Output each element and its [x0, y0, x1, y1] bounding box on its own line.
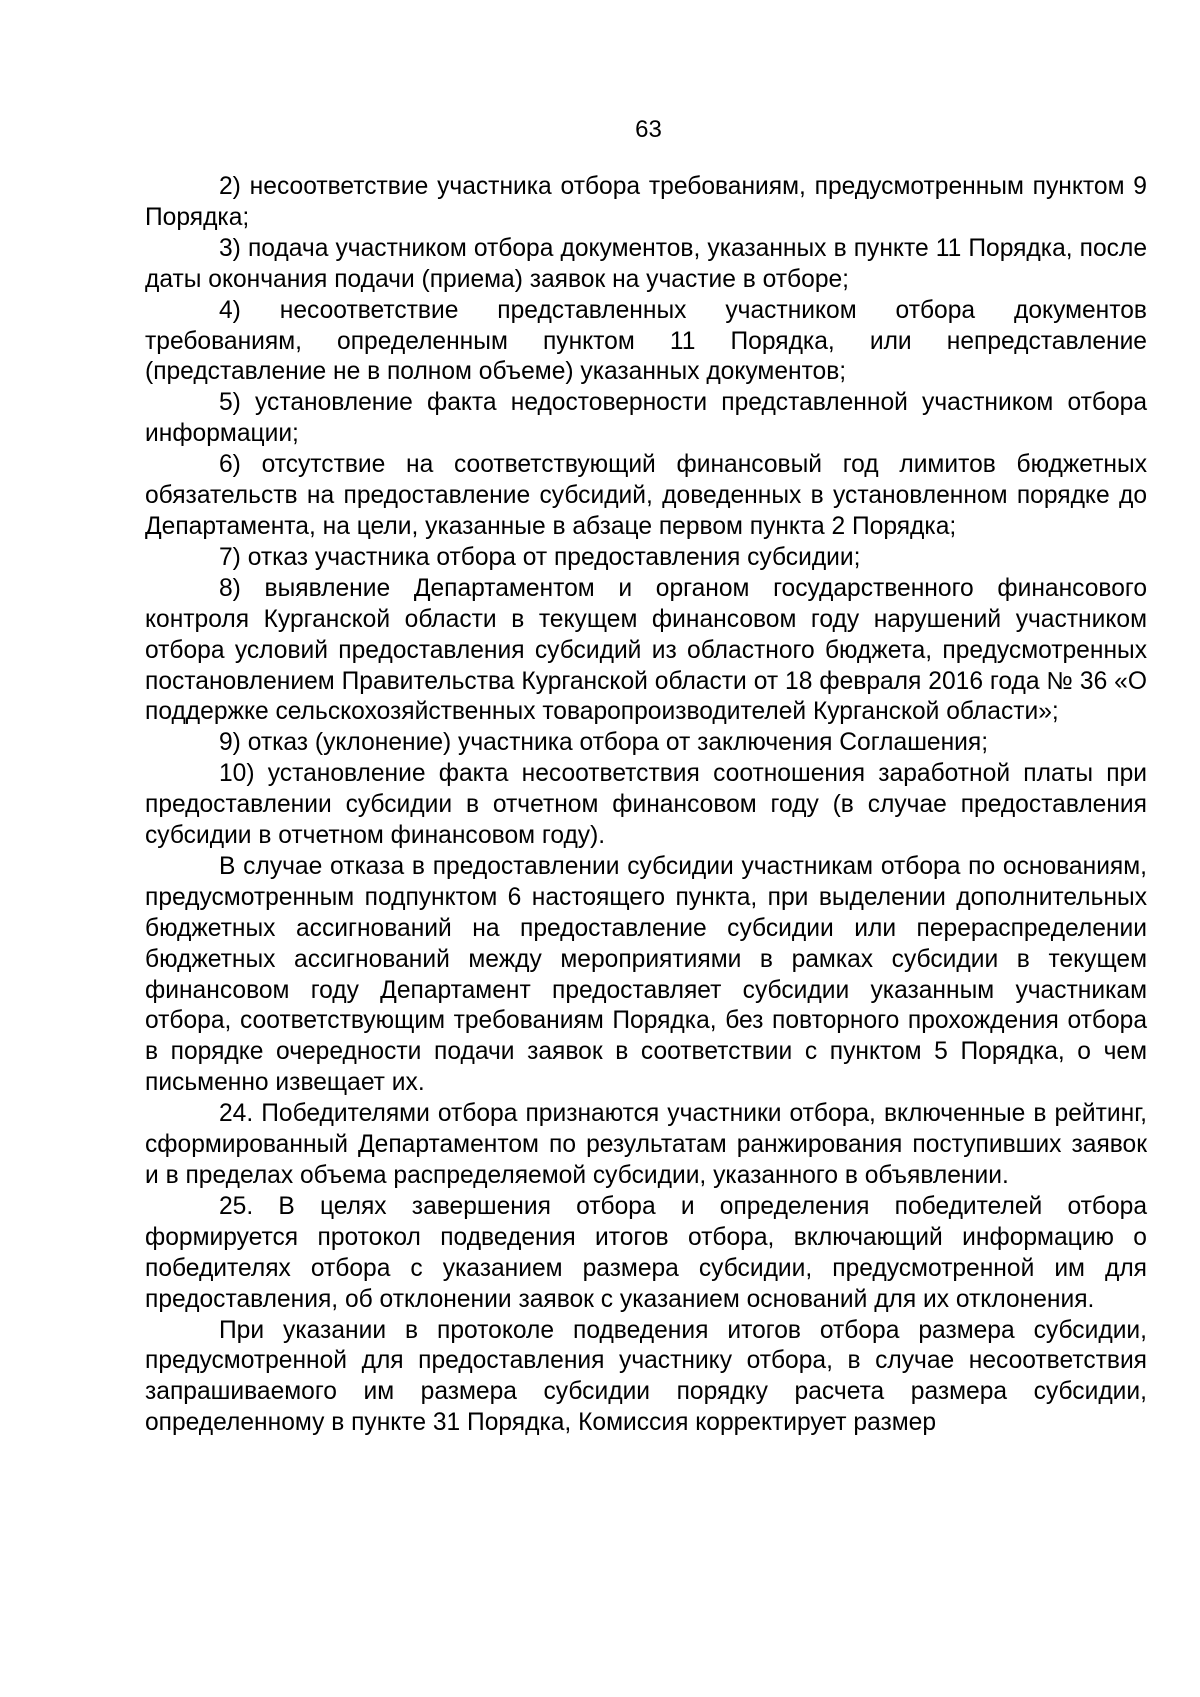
paragraph-item-7: 7) отказ участника отбора от предоставления субсидии;: [219, 543, 861, 571]
paragraph-protocol-note: При указании в протоколе подведения итогов отбора размера субсидии, предусмотренной для предоставления участнику отбора, в случае несоответствия запрашиваемого им размера субсидии порядку расчета размера субсидии, определенному в пункте 31 Порядка, Комиссия корректирует размер: [145, 1316, 1147, 1437]
paragraph-item-9: 9) отказ (уклонение) участника отбора от заключения Соглашения;: [219, 729, 989, 757]
paragraph-item-10: 10) установление факта несоответствия соотношения заработной платы при предоставлении субсидии в отчетном финансовом году (в случае предоставления субсидии в отчетном финансовом году).: [145, 760, 1147, 850]
paragraph-item-6: 6) отсутствие на соответствующий финансовый год лимитов бюджетных обязательств на предоставление субсидий, доведенных в установленном порядке до Департамента, на цели, указанные в абзаце первом пункта 2 Порядка;: [145, 451, 1147, 540]
paragraph-clause-24: 24. Победителями отбора признаются участники отбора, включенные в рейтинг, сформированный Департаментом по результатам ранжирования поступивших заявок и в пределах объема распределяемой субсидии, указанного в объявлении.: [145, 1100, 1147, 1189]
paragraph-item-2: 2) несоответствие участника отбора требованиям, предусмотренным пунктом 9 Порядка;: [145, 173, 1147, 231]
paragraph-item-8: 8) выявление Департаментом и органом государственного финансового контроля Курганской области в текущем финансовом году нарушений участником отбора условий предоставления субсидий из областного бюджета, предусмотренных постановлением Правительства Курганской области от 18 февраля 2016 года № 36 «О поддержке сельскохозяйственных товаропроизводителей Курганской области»;: [145, 574, 1147, 726]
paragraph-item-3: 3) подача участником отбора документов, указанных в пункте 11 Порядка, после даты окончания подачи (приема) заявок на участие в отборе;: [145, 234, 1147, 293]
paragraph-item-4: 4) несоответствие представленных участником отбора документов требованиям, определенным пунктом 11 Порядка, или непредставление (представление не в полном объеме) указанных документов;: [145, 296, 1147, 386]
document-body: [145, 172, 1147, 1439]
page-number: 63: [635, 116, 662, 143]
paragraph-clause-25: 25. В целях завершения отбора и определения победителей отбора формируется протокол подведения итогов отбора, включающий информацию о победителях отбора с указанием размера субсидии, предусмотренной им для предоставления, об отклонении заявок с указанием оснований для их отклонения.: [145, 1192, 1147, 1313]
paragraph-refusal-case: В случае отказа в предоставлении субсидии участникам отбора по основаниям, предусмотренным подпунктом 6 настоящего пункта, при выделении дополнительных бюджетных ассигнований на предоставление субсидии или перераспределении бюджетных ассигнований между мероприятиями в рамках субсидии в текущем финансовом году Департамент предоставляет субсидии указанным участникам отбора, соответствующим требованиям Порядка, без повторного прохождения отбора в порядке очередности подачи заявок в соответствии с пунктом 5 Порядка, о чем письменно извещает их.: [145, 852, 1147, 1097]
paragraph-item-5: 5) установление факта недостоверности представленной участником отбора информации;: [145, 389, 1147, 448]
